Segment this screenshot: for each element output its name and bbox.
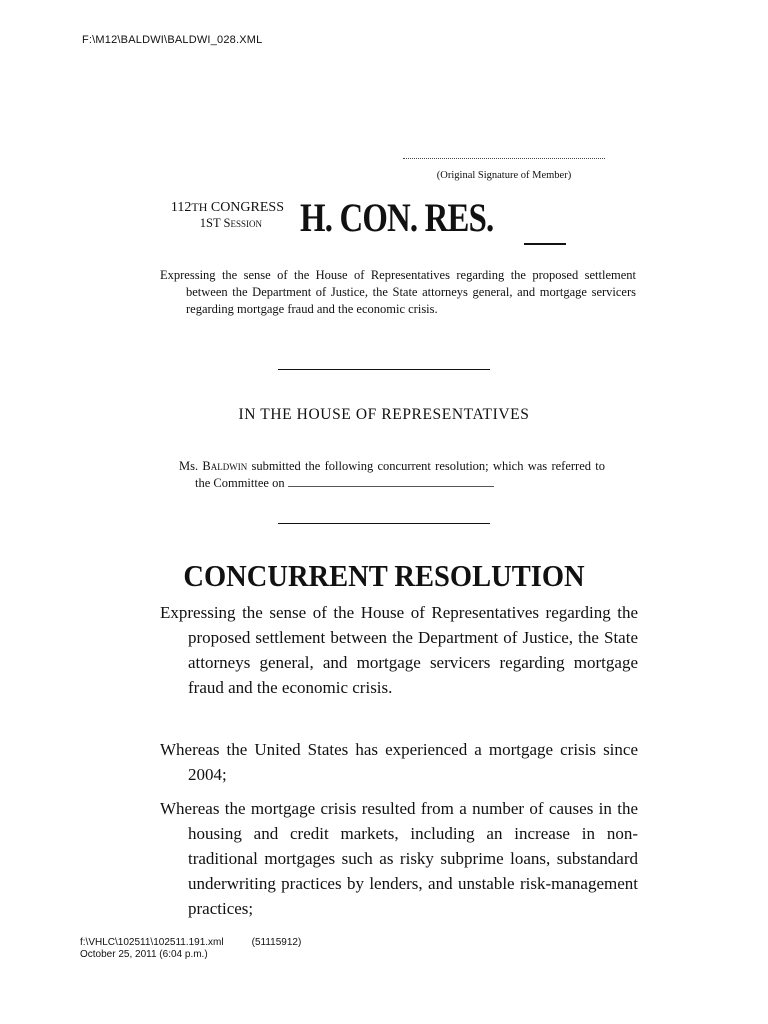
page-footer [80, 937, 301, 961]
bill-number-blank [524, 243, 566, 245]
congress-label [150, 200, 284, 215]
footer-file-path: f:\VHLC\102511\102511.191.xml [80, 937, 224, 948]
file-path-header: F:\M12\BALDWI\BALDWI_028.XML [82, 34, 263, 46]
session-number: 1 [199, 216, 207, 230]
sponsor-statement [179, 458, 605, 492]
chamber-heading: IN THE HOUSE OF REPRESENTATIVES [238, 406, 530, 423]
divider-rule-bottom [278, 523, 490, 524]
resolution-preamble: Expressing the sense of the House of Representatives regarding the proposed settlement between the Department of Justice, the State attorneys general, and mortgage servicers regarding mortgage fraud and the economic crisis. [160, 603, 638, 697]
session-suffix: ST [206, 216, 221, 230]
signature-caption: (Original Signature of Member) [436, 170, 572, 181]
resolution-heading: CONCURRENT RESOLUTION [183, 558, 585, 593]
congress-ordinal-suffix: TH [191, 200, 208, 214]
sponsor-text: submitted the following concurrent resolution; which was referred to the Committee on [195, 459, 605, 490]
footer-code: (51115912) [251, 937, 302, 948]
short-title: Expressing the sense of the House of Representatives regarding the proposed settlement between the Department of Justice, the State attorneys general, and mortgage servicers regarding mortgage fraud and the economic crisis. [160, 268, 636, 316]
committee-blank [288, 476, 494, 487]
congress-number: 112 [170, 200, 192, 215]
session-label [150, 216, 262, 230]
session-word: Session [220, 216, 262, 230]
whereas-clause: Whereas the United States has experienced a mortgage crisis since 2004; [160, 740, 638, 784]
footer-date: October 25, 2011 (6:04 p.m.) [80, 949, 208, 960]
sponsor-title: Ms. [179, 459, 203, 473]
whereas-clause: Whereas the mortgage crisis resulted from a number of causes in the housing and credit markets, including an increase in non-traditional mortgages such as risky subprime loans, substandard underwriting practices by lenders, and unstable risk-management practices; [160, 799, 638, 918]
congress-word: CONGRESS [207, 200, 284, 215]
sponsor-name: Baldwin [202, 459, 248, 473]
signature-line [403, 158, 605, 159]
bill-type-title: H. CON. RES. [300, 195, 494, 240]
divider-rule-top [278, 369, 490, 370]
